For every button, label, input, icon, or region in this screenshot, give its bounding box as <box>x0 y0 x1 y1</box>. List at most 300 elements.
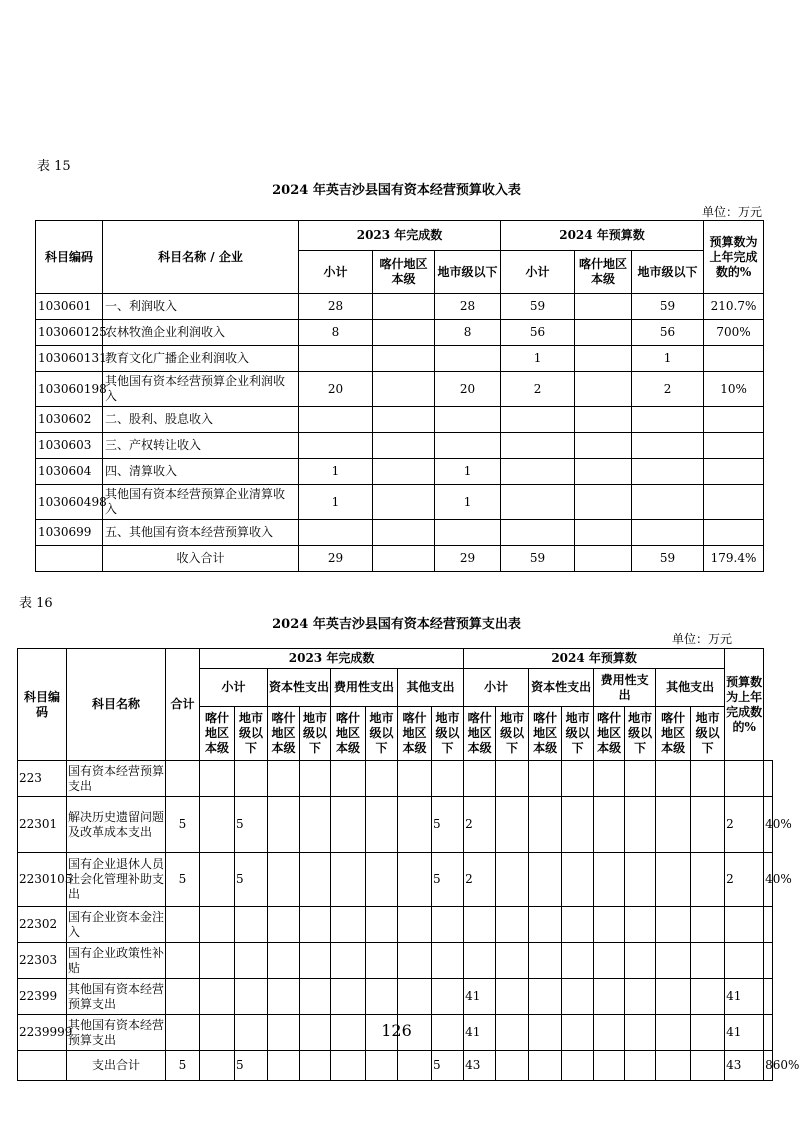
total-value <box>656 1051 691 1081</box>
cell-value <box>529 907 562 943</box>
total-row <box>36 546 764 572</box>
cell-value <box>464 761 496 797</box>
col-city-header: 地市级以下 <box>691 707 725 761</box>
total-ratio: 860% <box>764 1051 773 1081</box>
cell-value <box>331 907 366 943</box>
cell-value <box>300 853 331 907</box>
row-code: 22399 <box>18 979 67 1015</box>
group-2023-header: 2023 年完成数 <box>200 649 464 669</box>
cell-value <box>166 761 200 797</box>
row-name: 农林牧渔企业利润收入 <box>103 320 299 346</box>
col-local-header: 喀什地区本级 <box>656 707 691 761</box>
cell-value <box>200 979 235 1015</box>
cell-value <box>268 761 300 797</box>
row-name: 二、股利、股息收入 <box>103 407 299 433</box>
cell-value: 41 <box>464 979 496 1015</box>
cell-c24-local <box>575 433 632 459</box>
total-value: 5 <box>235 1051 268 1081</box>
cell-c23-sub <box>299 346 373 372</box>
total-label: 支出合计 <box>67 1051 166 1081</box>
cell-value <box>496 797 529 853</box>
cell-value <box>300 943 331 979</box>
row-name: 三、产权转让收入 <box>103 433 299 459</box>
cell-ratio <box>704 407 764 433</box>
cell-value <box>200 943 235 979</box>
cell-value <box>398 797 432 853</box>
cell-value <box>300 761 331 797</box>
cell-ratio <box>764 943 773 979</box>
cell-value: 2 <box>725 853 764 907</box>
total-value: 5 <box>432 1051 464 1081</box>
cell-value <box>331 797 366 853</box>
cell-value <box>691 907 725 943</box>
cell-c23-city: 1 <box>435 459 501 485</box>
cell-c24-sub <box>501 520 575 546</box>
cell-value <box>625 761 656 797</box>
cell-ratio <box>704 485 764 520</box>
cell-ratio <box>704 459 764 485</box>
row-code: 22303 <box>18 943 67 979</box>
cell-value <box>562 943 594 979</box>
cell-c24-local <box>575 346 632 372</box>
table-row <box>18 761 773 797</box>
row-code: 103060131 <box>36 346 103 372</box>
row-code: 2239999 <box>18 1015 67 1051</box>
cell-value <box>366 853 398 907</box>
row-name: 其他国有资本经营预算企业清算收入 <box>103 485 299 520</box>
row-name: 国有资本经营预算支出 <box>67 761 166 797</box>
row-code: 103060198 <box>36 372 103 407</box>
cell-value <box>496 943 529 979</box>
table16-unit: 单位：万元 <box>671 632 732 646</box>
cell-value <box>725 761 764 797</box>
row-name: 国有企业资本金注入 <box>67 907 166 943</box>
cell-value <box>725 943 764 979</box>
table-row <box>36 346 764 372</box>
cell-c23-city <box>435 346 501 372</box>
table16-label: 表 16 <box>19 596 53 611</box>
cell-c24-local <box>575 320 632 346</box>
cell-c24-city <box>632 485 704 520</box>
col-ratio-header: 预算数为上年完成数的% <box>725 649 764 761</box>
cell-value <box>594 943 625 979</box>
cell-value: 5 <box>235 797 268 853</box>
col-code-header: 科目编码 <box>18 649 67 761</box>
col-ratio-header: 预算数为上年完成数的% <box>704 221 764 294</box>
cell-ratio: 10% <box>704 372 764 407</box>
cell-c24-city <box>632 520 704 546</box>
col-2024-city-header: 地市级以下 <box>632 251 704 294</box>
cell-value <box>725 907 764 943</box>
cell-value <box>529 979 562 1015</box>
col-name-header: 科目名称 / 企业 <box>103 221 299 294</box>
cell-value <box>432 907 464 943</box>
cell-c23-local <box>373 407 435 433</box>
cell-ratio <box>704 520 764 546</box>
total-value <box>398 1051 432 1081</box>
cell-c23-local <box>373 520 435 546</box>
table-row <box>36 372 764 407</box>
cell-value <box>398 979 432 1015</box>
cell-c24-local <box>575 459 632 485</box>
total-c24-local <box>575 546 632 572</box>
table-row <box>36 294 764 320</box>
cell-value <box>268 853 300 907</box>
total-ratio: 179.4% <box>704 546 764 572</box>
total-value: 43 <box>725 1051 764 1081</box>
group-2023-header: 2023 年完成数 <box>299 221 501 251</box>
col-city-header: 地市级以下 <box>300 707 331 761</box>
cell-value <box>562 907 594 943</box>
row-name: 其他国有资本经营预算企业利润收入 <box>103 372 299 407</box>
cell-c23-sub <box>299 433 373 459</box>
col-city-header: 地市级以下 <box>496 707 529 761</box>
row-code: 1030699 <box>36 520 103 546</box>
total-value <box>331 1051 366 1081</box>
cell-c24-sub <box>501 407 575 433</box>
page-number: 126 <box>381 1021 412 1040</box>
cell-value: 5 <box>235 853 268 907</box>
row-code: 1030603 <box>36 433 103 459</box>
cell-value <box>691 943 725 979</box>
cell-c24-local <box>575 294 632 320</box>
total-value <box>625 1051 656 1081</box>
cell-value <box>529 943 562 979</box>
cell-value <box>594 907 625 943</box>
cell-c23-local <box>373 485 435 520</box>
col-city-header: 地市级以下 <box>432 707 464 761</box>
cell-value <box>235 943 268 979</box>
cell-value <box>464 907 496 943</box>
col-total-header: 合计 <box>166 649 200 761</box>
total-value <box>529 1051 562 1081</box>
cell-c24-local <box>575 407 632 433</box>
cell-c23-sub <box>299 407 373 433</box>
cell-value <box>331 853 366 907</box>
cell-value <box>464 943 496 979</box>
cell-c24-sub <box>501 485 575 520</box>
row-name: 其他国有资本经营预算支出 <box>67 979 166 1015</box>
col-2024-local-header: 喀什地区本级 <box>575 251 632 294</box>
table-row <box>36 407 764 433</box>
total-value <box>691 1051 725 1081</box>
cell-value <box>300 907 331 943</box>
cell-value: 5 <box>166 797 200 853</box>
col-name-header: 科目名称 <box>67 649 166 761</box>
cell-value <box>331 761 366 797</box>
table-row <box>36 320 764 346</box>
col-2023-other-header: 其他支出 <box>398 669 464 707</box>
cell-value <box>235 761 268 797</box>
table-row <box>18 943 773 979</box>
cell-value <box>625 943 656 979</box>
cell-value <box>200 761 235 797</box>
table16-title: 2024 年英吉沙县国有资本经营预算支出表 <box>272 617 521 632</box>
cell-ratio: 40% <box>764 797 773 853</box>
cell-value <box>625 979 656 1015</box>
cell-c23-city <box>435 433 501 459</box>
cell-value <box>562 797 594 853</box>
cell-c24-local <box>575 520 632 546</box>
row-name: 教育文化广播企业利润收入 <box>103 346 299 372</box>
col-local-header: 喀什地区本级 <box>529 707 562 761</box>
table-row <box>36 459 764 485</box>
cell-value <box>166 943 200 979</box>
total-value <box>200 1051 235 1081</box>
col-2024-other-header: 其他支出 <box>656 669 725 707</box>
total-value: 5 <box>166 1051 200 1081</box>
cell-c24-city <box>632 407 704 433</box>
table-row <box>36 433 764 459</box>
row-name: 国有企业政策性补贴 <box>67 943 166 979</box>
cell-value <box>432 943 464 979</box>
row-code: 103060125 <box>36 320 103 346</box>
cell-value <box>235 907 268 943</box>
col-2023-subtotal-header: 小计 <box>299 251 373 294</box>
cell-value <box>625 853 656 907</box>
table15-unit: 单位：万元 <box>701 205 762 219</box>
cell-value <box>366 943 398 979</box>
cell-c23-local <box>373 320 435 346</box>
cell-c23-city: 8 <box>435 320 501 346</box>
table-row <box>36 485 764 520</box>
total-value <box>496 1051 529 1081</box>
cell-value <box>331 979 366 1015</box>
col-city-header: 地市级以下 <box>562 707 594 761</box>
cell-ratio <box>764 907 773 943</box>
col-2024-expense-header: 费用性支出 <box>594 669 656 707</box>
row-code: 2230105 <box>18 853 67 907</box>
table-row <box>18 853 773 907</box>
total-value <box>300 1051 331 1081</box>
cell-value <box>562 761 594 797</box>
total-value <box>594 1051 625 1081</box>
cell-value <box>656 979 691 1015</box>
cell-value: 2 <box>464 797 496 853</box>
cell-c24-local <box>575 485 632 520</box>
col-2023-local-header: 喀什地区本级 <box>373 251 435 294</box>
cell-ratio <box>704 433 764 459</box>
cell-value <box>691 797 725 853</box>
cell-c23-sub: 8 <box>299 320 373 346</box>
cell-value <box>496 761 529 797</box>
cell-c23-local <box>373 294 435 320</box>
cell-c24-sub <box>501 433 575 459</box>
row-code: 223 <box>18 761 67 797</box>
cell-value <box>529 797 562 853</box>
cell-c24-city: 2 <box>632 372 704 407</box>
cell-c23-city <box>435 520 501 546</box>
cell-c23-city: 1 <box>435 485 501 520</box>
total-value: 43 <box>464 1051 496 1081</box>
col-city-header: 地市级以下 <box>235 707 268 761</box>
cell-value <box>268 797 300 853</box>
col-local-header: 喀什地区本级 <box>268 707 300 761</box>
cell-c23-local <box>373 372 435 407</box>
cell-value <box>268 907 300 943</box>
cell-value <box>594 979 625 1015</box>
cell-value <box>529 853 562 907</box>
group-2024-header: 2024 年预算数 <box>501 221 704 251</box>
cell-value <box>366 979 398 1015</box>
col-2023-expense-header: 费用性支出 <box>331 669 398 707</box>
col-2023-subtotal-header: 小计 <box>200 669 268 707</box>
cell-value <box>656 907 691 943</box>
cell-value <box>398 943 432 979</box>
cell-c24-city: 59 <box>632 294 704 320</box>
total-row <box>18 1051 773 1081</box>
cell-value <box>594 853 625 907</box>
cell-value <box>235 979 268 1015</box>
cell-value <box>366 907 398 943</box>
total-value <box>366 1051 398 1081</box>
cell-ratio: 210.7% <box>704 294 764 320</box>
table-row <box>18 907 773 943</box>
table-row <box>18 797 773 853</box>
cell-value: 2 <box>464 853 496 907</box>
cell-value <box>562 853 594 907</box>
cell-c24-sub: 56 <box>501 320 575 346</box>
row-code: 103060498 <box>36 485 103 520</box>
cell-c24-city <box>632 459 704 485</box>
cell-ratio <box>704 346 764 372</box>
col-code-header: 科目编码 <box>36 221 103 294</box>
cell-ratio: 700% <box>704 320 764 346</box>
row-code: 22302 <box>18 907 67 943</box>
cell-value <box>268 943 300 979</box>
total-c24-city: 59 <box>632 546 704 572</box>
cell-value <box>625 797 656 853</box>
cell-c23-city <box>435 407 501 433</box>
cell-value <box>594 761 625 797</box>
row-name: 其他国有资本经营预算支出 <box>67 1015 166 1051</box>
cell-value <box>594 797 625 853</box>
cell-value <box>200 907 235 943</box>
cell-value <box>398 761 432 797</box>
cell-value <box>656 797 691 853</box>
cell-c23-sub: 1 <box>299 459 373 485</box>
cell-value: 5 <box>432 853 464 907</box>
cell-c24-sub <box>501 459 575 485</box>
total-value <box>268 1051 300 1081</box>
revenue-table <box>35 220 764 572</box>
cell-value <box>691 761 725 797</box>
row-code: 1030604 <box>36 459 103 485</box>
group-2024-header: 2024 年预算数 <box>464 649 725 669</box>
row-name: 四、清算收入 <box>103 459 299 485</box>
cell-value <box>496 907 529 943</box>
cell-value <box>625 907 656 943</box>
cell-value: 2 <box>725 797 764 853</box>
col-2023-capital-header: 资本性支出 <box>268 669 331 707</box>
col-local-header: 喀什地区本级 <box>594 707 625 761</box>
cell-value <box>166 979 200 1015</box>
total-c23-city: 29 <box>435 546 501 572</box>
cell-c23-sub <box>299 520 373 546</box>
total-c24-sub: 59 <box>501 546 575 572</box>
cell-c23-local <box>373 433 435 459</box>
total-label: 收入合计 <box>103 546 299 572</box>
cell-value <box>300 979 331 1015</box>
cell-c24-city <box>632 433 704 459</box>
col-local-header: 喀什地区本级 <box>464 707 496 761</box>
row-code <box>18 1051 67 1081</box>
expenditure-table <box>17 648 799 1081</box>
col-local-header: 喀什地区本级 <box>200 707 235 761</box>
row-name: 五、其他国有资本经营预算收入 <box>103 520 299 546</box>
cell-c23-city: 28 <box>435 294 501 320</box>
table15-title: 2024 年英吉沙县国有资本经营预算收入表 <box>272 183 521 198</box>
cell-ratio: 40% <box>764 853 773 907</box>
cell-value <box>496 979 529 1015</box>
cell-value: 41 <box>464 1015 496 1051</box>
cell-value <box>331 943 366 979</box>
col-city-header: 地市级以下 <box>625 707 656 761</box>
total-c23-sub: 29 <box>299 546 373 572</box>
cell-value <box>691 979 725 1015</box>
cell-c24-sub: 59 <box>501 294 575 320</box>
cell-c24-sub: 1 <box>501 346 575 372</box>
cell-value <box>529 761 562 797</box>
total-value <box>562 1051 594 1081</box>
cell-value <box>366 761 398 797</box>
cell-value: 5 <box>166 853 200 907</box>
cell-value <box>562 979 594 1015</box>
row-code <box>36 546 103 572</box>
cell-value <box>398 853 432 907</box>
cell-value <box>691 853 725 907</box>
cell-value <box>166 907 200 943</box>
row-code: 22301 <box>18 797 67 853</box>
col-2024-subtotal-header: 小计 <box>464 669 529 707</box>
total-c23-local <box>373 546 435 572</box>
cell-value <box>200 797 235 853</box>
cell-value <box>398 907 432 943</box>
cell-ratio <box>764 761 773 797</box>
cell-value <box>656 853 691 907</box>
cell-c23-local <box>373 346 435 372</box>
table-row <box>36 520 764 546</box>
cell-value: 41 <box>725 1015 764 1051</box>
cell-c23-sub: 1 <box>299 485 373 520</box>
row-name: 国有企业退休人员社会化管理补助支出 <box>67 853 166 907</box>
row-code: 1030602 <box>36 407 103 433</box>
cell-value: 41 <box>725 979 764 1015</box>
table15-label: 表 15 <box>37 159 71 174</box>
cell-value <box>432 979 464 1015</box>
table-row <box>18 979 773 1015</box>
cell-c23-city: 20 <box>435 372 501 407</box>
cell-value <box>496 853 529 907</box>
cell-value <box>656 943 691 979</box>
cell-value <box>200 853 235 907</box>
col-2024-subtotal-header: 小计 <box>501 251 575 294</box>
cell-value <box>432 761 464 797</box>
cell-c24-local <box>575 372 632 407</box>
col-city-header: 地市级以下 <box>366 707 398 761</box>
row-name: 一、利润收入 <box>103 294 299 320</box>
col-2023-city-header: 地市级以下 <box>435 251 501 294</box>
row-name: 解决历史遗留问题及改革成本支出 <box>67 797 166 853</box>
cell-value <box>300 797 331 853</box>
col-local-header: 喀什地区本级 <box>398 707 432 761</box>
cell-ratio <box>764 979 773 1015</box>
cell-value <box>366 797 398 853</box>
cell-c24-sub: 2 <box>501 372 575 407</box>
cell-c23-local <box>373 459 435 485</box>
cell-value: 5 <box>432 797 464 853</box>
col-local-header: 喀什地区本级 <box>331 707 366 761</box>
